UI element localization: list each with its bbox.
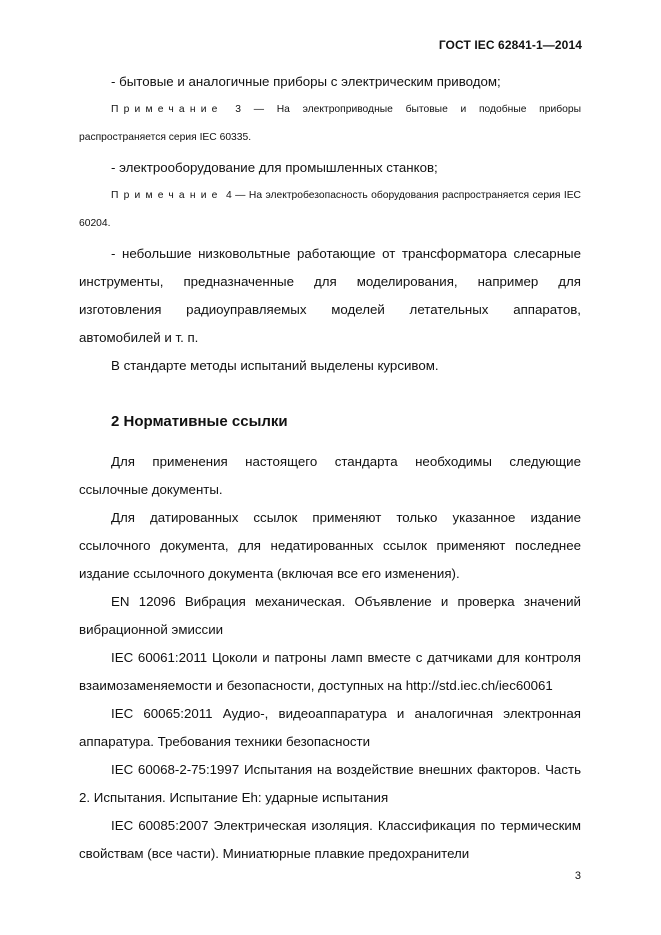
- reference-item: IEC 60085:2007 Электрическая изоляция. Классификация по термическим свойствам (все части). Миниатюрные плавкие предохранители: [79, 818, 581, 861]
- page-content: [79, 68, 581, 868]
- note-text: 4 — На электробезопасность оборудования распространяется серия IEC 60204.: [79, 190, 581, 229]
- italic-note-paragraph: В стандарте методы испытаний выделены курсивом.: [111, 358, 439, 373]
- note-label: Примечание: [111, 190, 223, 201]
- note: [79, 182, 581, 238]
- reference-item: IEC 60068-2-75:1997 Испытания на воздействие внешних факторов. Часть 2. Испытания. Испытание Eh: ударные испытания: [79, 762, 581, 805]
- paragraph: Для датированных ссылок применяют только указанное издание ссылочного документа, для недатированных ссылок применяют последнее издание ссылочного документа (включая все его изменения).: [79, 510, 581, 581]
- reference-item: IEC 60065:2011 Аудио-, видеоаппаратура и аналогичная электронная аппаратура. Требования техники безопасности: [79, 706, 581, 749]
- list-item: - небольшие низковольтные работающие от трансформатора слесарные инструменты, предназначенные для моделирования, например для изготовления радиоуправляемых моделей летательных аппаратов, автомобилей и т. п.: [79, 246, 581, 345]
- note-label: Примечание: [111, 104, 223, 115]
- note: [79, 96, 581, 152]
- list-item: - электрооборудование для промышленных станков;: [111, 160, 438, 175]
- document-header-code: ГОСТ IEC 62841-1—2014: [438, 38, 582, 52]
- note-text: 3 — На электроприводные бытовые и подобные приборы распространяется серия IEC 60335.: [79, 104, 581, 143]
- section-heading: 2 Нормативные ссылки: [111, 413, 288, 430]
- list-item: - бытовые и аналогичные приборы с электрическим приводом;: [111, 74, 501, 89]
- reference-item: IEC 60061:2011 Цоколи и патроны ламп вместе с датчиками для контроля взаимозаменяемости и безопасности, доступных на http://std.iec.ch/iec60061: [79, 650, 581, 693]
- reference-item: EN 12096 Вибрация механическая. Объявление и проверка значений вибрационной эмиссии: [79, 594, 581, 637]
- paragraph: Для применения настоящего стандарта необходимы следующие ссылочные документы.: [79, 454, 581, 497]
- page-number: 3: [574, 870, 581, 882]
